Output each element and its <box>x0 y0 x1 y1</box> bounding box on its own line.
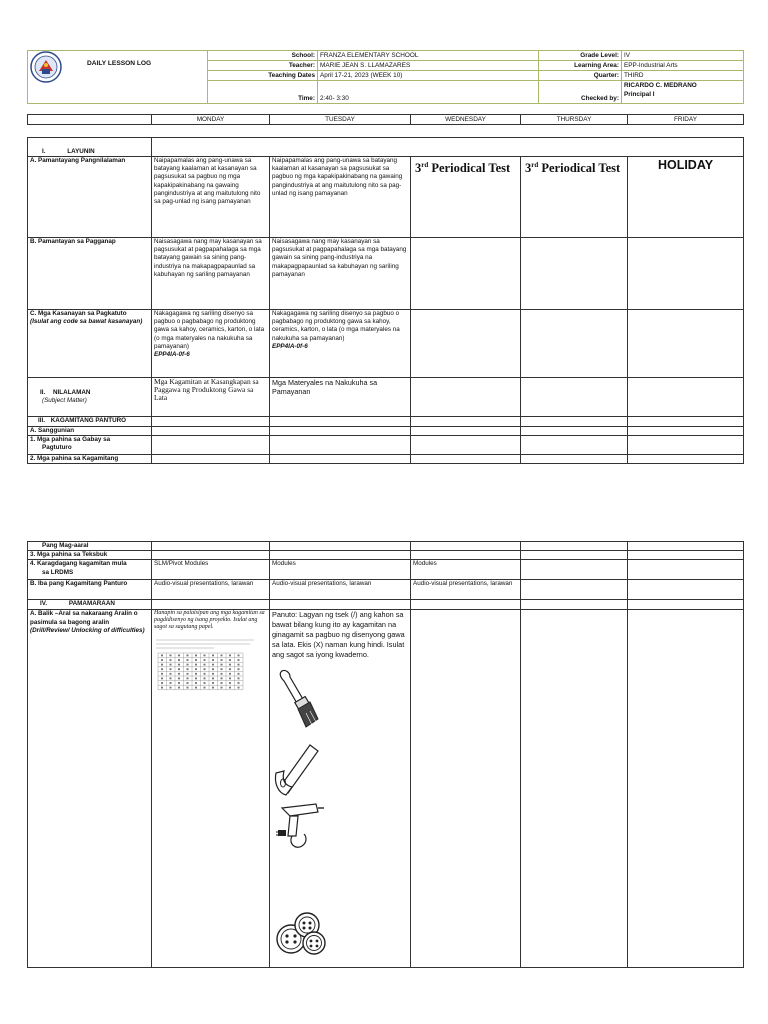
buttons-icon <box>274 911 408 958</box>
km-tue <box>270 455 411 464</box>
periodical-sup: rd <box>531 161 539 169</box>
lesson-table-2 <box>27 541 744 968</box>
pm-wed <box>411 542 521 551</box>
b-monday: Naisasagawa nang may kasanayan sa pagsusukat at pagpapahalaga sa mga batayang gawain sa sining pang-industriya na makapagpapaunlad sa kabuhayan ng sariling pamayanan <box>152 238 270 310</box>
tb-fri <box>628 551 744 560</box>
time-label: Time: <box>208 81 318 104</box>
pm-tue <box>270 542 411 551</box>
balik-aral-tuesday <box>270 610 411 968</box>
lrdms-monday: SLM/Pivot Modules <box>152 560 270 580</box>
lesson-table-1 <box>27 137 744 464</box>
area-label: Learning Area: <box>539 61 622 71</box>
gabay-cell <box>28 436 152 455</box>
periodical-test-wed <box>411 157 521 238</box>
c-tuesday-code: EPP4IA-0f-6 <box>272 342 308 350</box>
teksbuk-label: 3. Mga pahina sa Teksbuk <box>28 551 152 560</box>
sang-fri <box>628 427 744 436</box>
tool-check-instructions: Panuto: Lagyan ng tsek (/) ang kahon sa bawat bilang kung ito ay kagamitan na ginagamit sa pagbuo ng disenyong gawa sa lata. Ekis (X) naman kung hindi. Isulat ang sagot sa iyong kwaderno. <box>272 610 405 659</box>
km-wed <box>411 455 521 464</box>
periodical-num: 3 <box>525 161 532 176</box>
pm-fri <box>628 542 744 551</box>
pamamaraan-num: IV. <box>40 600 48 608</box>
kagamitang-num: III. <box>38 417 45 424</box>
iv-mon <box>152 600 270 610</box>
ii-fri <box>628 378 744 417</box>
lrdms-fri <box>628 560 744 580</box>
km-fri <box>628 455 744 464</box>
km-mon <box>152 455 270 464</box>
quarter-label: Quarter: <box>539 71 622 81</box>
checked-name: RICARDO C. MEDRANO <box>624 82 697 89</box>
nilalaman-cell <box>28 378 152 417</box>
grade-value: IV <box>622 51 744 61</box>
c-thu <box>521 310 628 378</box>
iv-tue <box>270 600 411 610</box>
nilalaman-num: II. <box>40 388 46 396</box>
pm-thu <box>521 542 628 551</box>
checked-label: Checked by: <box>539 81 622 104</box>
kagamitang-mag-aaral-label: 2. Mga pahina sa Kagamitang <box>28 455 152 464</box>
tb-thu <box>521 551 628 560</box>
nilalaman-note: (Subject Matter) <box>42 397 87 404</box>
iba-tuesday: Audio-visual presentations, larawan <box>270 580 411 600</box>
days-bar <box>27 114 744 125</box>
b-thu <box>521 238 628 310</box>
word-search-puzzle <box>154 637 262 702</box>
iv-thu <box>521 600 628 610</box>
sanggunian-label: A. Sanggunian <box>28 427 152 436</box>
layunin-num: I. <box>42 147 46 155</box>
ii-thu <box>521 378 628 417</box>
pm-mon <box>152 542 270 551</box>
nilalaman-label: NILALAMAN <box>53 388 91 396</box>
kagamitang-label: KAGAMITANG PANTURO <box>50 417 127 424</box>
a-monday: Naipapamalas ang pang-unawa sa batayang kaalaman at kasanayan sa pagsusukat sa pagbuo ng mga kapakipakinabang na gawaing pangindustriya at ang maitutulong nito sa pag-unlad ng isang pamayanan <box>152 157 270 238</box>
day-wednesday: WEDNESDAY <box>411 115 521 125</box>
iv-fri <box>628 600 744 610</box>
layunin-span <box>152 138 744 157</box>
day-thursday: THURSDAY <box>521 115 628 125</box>
pamamaraan-cell <box>28 600 152 610</box>
c-monday-text: Nakagagawa ng sariling disenyo sa pagbuo o pagbabago ng produktong gawa sa kahoy, ceramics, karton, o lata (o mga materyales na nakukuha sa pamayanan) <box>154 310 265 350</box>
c-monday <box>152 310 270 378</box>
iba-wednesday: Audio-visual presentations, larawan <box>411 580 521 600</box>
teacher-value: MARIE JEAN S. LLAMAZARES <box>318 61 539 71</box>
day-monday: MONDAY <box>152 115 270 125</box>
pamantayan-pagganap-label: B. Pamantayan sa Pagganap <box>28 238 152 310</box>
periodical-text: Periodical Test <box>538 161 621 176</box>
balik-aral-cell <box>28 610 152 968</box>
periodical-test-thu <box>521 157 628 238</box>
days-blank <box>28 115 152 125</box>
ii-monday: Mga Kagamitan at Kasangkapan sa Paggawa ng Produktong Gawa sa Lata <box>152 378 270 417</box>
sang-thu <box>521 427 628 436</box>
balik-wed <box>411 610 521 968</box>
lrdms-cell <box>28 560 152 580</box>
c-fri <box>628 310 744 378</box>
periodical-sup: rd <box>421 161 429 169</box>
day-friday: FRIDAY <box>628 115 744 125</box>
c-wed <box>411 310 521 378</box>
word-search-instructions: Hanapin sa palaisipan ang mga kagamitan sa pagdidisenyo ng isang proyekto. Isulat ang sagot sa sagutang papel. <box>154 610 265 631</box>
iii-fri <box>628 417 744 427</box>
header-table <box>207 50 744 104</box>
lrdms-label: 4. Karagdagang kagamitan mula <box>30 560 127 568</box>
quarter-value: THIRD <box>622 71 744 81</box>
iii-wed <box>411 417 521 427</box>
gabay-mon <box>152 436 270 455</box>
time-value: 2:40- 3:30 <box>318 81 539 104</box>
pamantayang-pangnilalaman-label: A. Pamantayang Pangnilalaman <box>28 157 152 238</box>
iba-thu <box>521 580 628 600</box>
ii-tuesday: Mga Materyales na Nakukuha sa Pamayanan <box>270 378 411 417</box>
lrdms-label-2: sa LRDMS <box>42 568 74 576</box>
lrdms-thu <box>521 560 628 580</box>
dates-value: April 17-21, 2023 (WEEK 10) <box>318 71 539 81</box>
c-monday-code: EPP4IA-0f-6 <box>154 351 190 359</box>
checked-cell <box>622 81 744 104</box>
a-tuesday: Naipapamalas ang pang-unawa sa batayang kaalaman at kasanayan sa pagsusukat sa pagbuo ng mga kapakipakinabang na gawaing pangindustriya at ang maitutulong nito sa pag-unlad ng isang pamayanan <box>270 157 411 238</box>
iba-fri <box>628 580 744 600</box>
school-label: School: <box>208 51 318 61</box>
gabay-tue <box>270 436 411 455</box>
lrdms-tuesday: Modules <box>270 560 411 580</box>
kasanayan-label-cell <box>28 310 152 378</box>
tb-mon <box>152 551 270 560</box>
tb-wed <box>411 551 521 560</box>
b-tuesday: Naisasagawa nang may kasanayan sa pagsusukat at pagpapahalaga sa mga batayang gawain sa sining pang-industriya na makapagpapaunlad sa kabuhayan ng sariling pamayanan <box>270 238 411 310</box>
checked-title: Principal I <box>624 91 655 98</box>
c-tuesday <box>270 310 411 378</box>
balik-aral-monday <box>152 610 270 968</box>
iii-tue <box>270 417 411 427</box>
gabay-thu <box>521 436 628 455</box>
periodical-num: 3 <box>415 161 422 176</box>
layunin-cell <box>28 138 152 157</box>
sang-mon <box>152 427 270 436</box>
header-frame <box>27 50 207 104</box>
layunin-label: LAYUNIN <box>67 147 95 155</box>
pamamaraan-label: PAMAMARAAN <box>68 600 115 608</box>
balik-aral-note: (Drill/Review/ Unlocking of difficulties) <box>30 626 145 634</box>
iv-wed <box>411 600 521 610</box>
lrdms-wednesday: Modules <box>411 560 521 580</box>
hand-saw-icon <box>274 739 408 800</box>
kasanayan-note: (Isulat ang code sa bawat kasanayan) <box>30 318 143 326</box>
paintbrush-icon <box>276 667 408 734</box>
day-tuesday: TUESDAY <box>270 115 411 125</box>
balik-fri <box>628 610 744 968</box>
km-thu <box>521 455 628 464</box>
grade-label: Grade Level: <box>539 51 622 61</box>
doc-title: DAILY LESSON LOG <box>87 60 152 67</box>
kagamitang-panturo-cell <box>28 417 152 427</box>
glue-gun-icon <box>276 800 408 855</box>
iii-mon <box>152 417 270 427</box>
dates-label: Teaching Dates <box>208 71 318 81</box>
iba-pang-kagamitan-label: B. Iba pang Kagamitang Panturo <box>28 580 152 600</box>
ii-wed <box>411 378 521 417</box>
c-tuesday-text: Nakagagawa ng sariling disenyo sa pagbuo o pagbabago ng produktong gawa sa kahoy, ceramics, karton, o lata (o mga materyales na nakukuha sa pamayanan) <box>272 310 400 342</box>
b-fri <box>628 238 744 310</box>
balik-aral-label: A. Balik –Aral sa nakaraang Aralin o pasimula sa bagong aralin <box>30 610 138 626</box>
sang-tue <box>270 427 411 436</box>
periodical-text: Periodical Test <box>428 161 511 176</box>
sang-wed <box>411 427 521 436</box>
balik-thu <box>521 610 628 968</box>
tb-tue <box>270 551 411 560</box>
iba-monday: Audio-visual presentations, larawan <box>152 580 270 600</box>
iii-thu <box>521 417 628 427</box>
gabay-label-2: Pagtuturo <box>42 444 72 452</box>
gabay-fri <box>628 436 744 455</box>
gabay-wed <box>411 436 521 455</box>
kasanayan-label: C. Mga Kasanayan sa Pagkatuto <box>30 310 127 317</box>
pang-mag-aaral-label: Pang Mag-aaral <box>28 542 152 551</box>
gabay-label: 1. Mga pahina sa Gabay sa <box>30 436 111 444</box>
school-value: FRANZA ELEMENTARY SCHOOL <box>318 51 539 61</box>
teacher-label: Teacher: <box>208 61 318 71</box>
holiday-fri: HOLIDAY <box>628 157 744 238</box>
b-wed <box>411 238 521 310</box>
area-value: EPP-Industrial Arts <box>622 61 744 71</box>
